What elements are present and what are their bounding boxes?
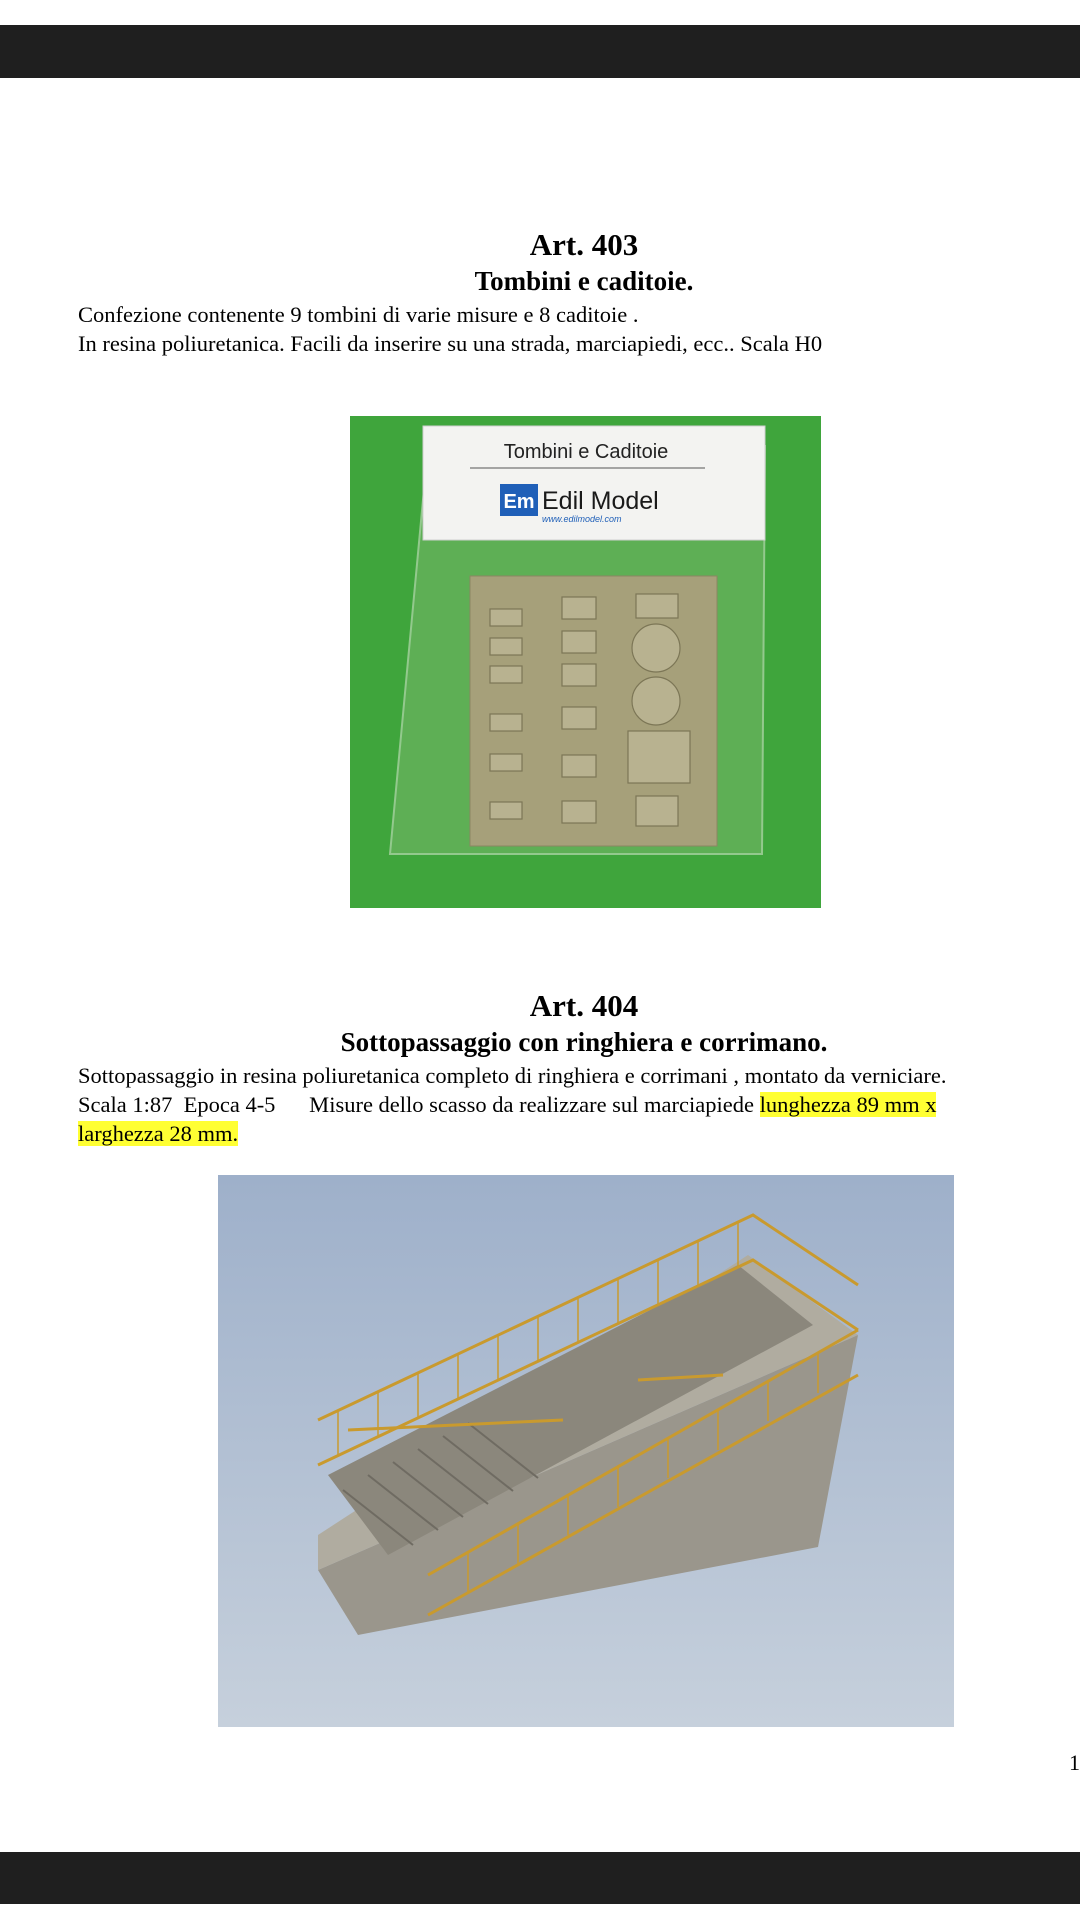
article-description-line [78, 1119, 238, 1148]
page-number: 1 [1069, 1750, 1080, 1775]
description-text: Scala 1:87 Epoca 4-5 Misure dello scasso da realizzare sul marciapiede [78, 1092, 760, 1117]
article-number: Art. 404 [529, 988, 639, 1023]
bottom-bar [0, 1852, 1080, 1904]
photo-illustration [218, 1175, 954, 1727]
article-title: Tombini e caditoie. [474, 266, 694, 296]
article-number: Art. 403 [529, 227, 639, 262]
article-description-line: Confezione contenente 9 tombini di varie misure e 8 caditoie . [78, 302, 639, 327]
article-description-line [78, 1090, 936, 1119]
label-title: Tombini e Caditoie [503, 441, 669, 463]
product-photo-underpass [218, 1175, 954, 1727]
highlighted-measure: lunghezza 89 mm x [759, 1092, 937, 1117]
article-title: Sottopassaggio con ringhiera e corrimano. [340, 1027, 828, 1057]
brand-url: www.edilmodel.com [542, 514, 622, 524]
brand-name: Edil Model [542, 487, 659, 515]
article-description-line: Sottopassaggio in resina poliuretanica completo di ringhiera e corrimani , montato da verniciare. [78, 1063, 947, 1088]
article-description-line: In resina poliuretanica. Facili da inserire su una strada, marciapiedi, ecc.. Scala H0 [78, 331, 823, 356]
photo-illustration [350, 416, 821, 908]
product-photo-manhole-covers [350, 416, 821, 908]
highlighted-measure: larghezza 28 mm. [78, 1121, 239, 1146]
brand-logo: Em [503, 491, 535, 513]
top-bar [0, 25, 1080, 78]
